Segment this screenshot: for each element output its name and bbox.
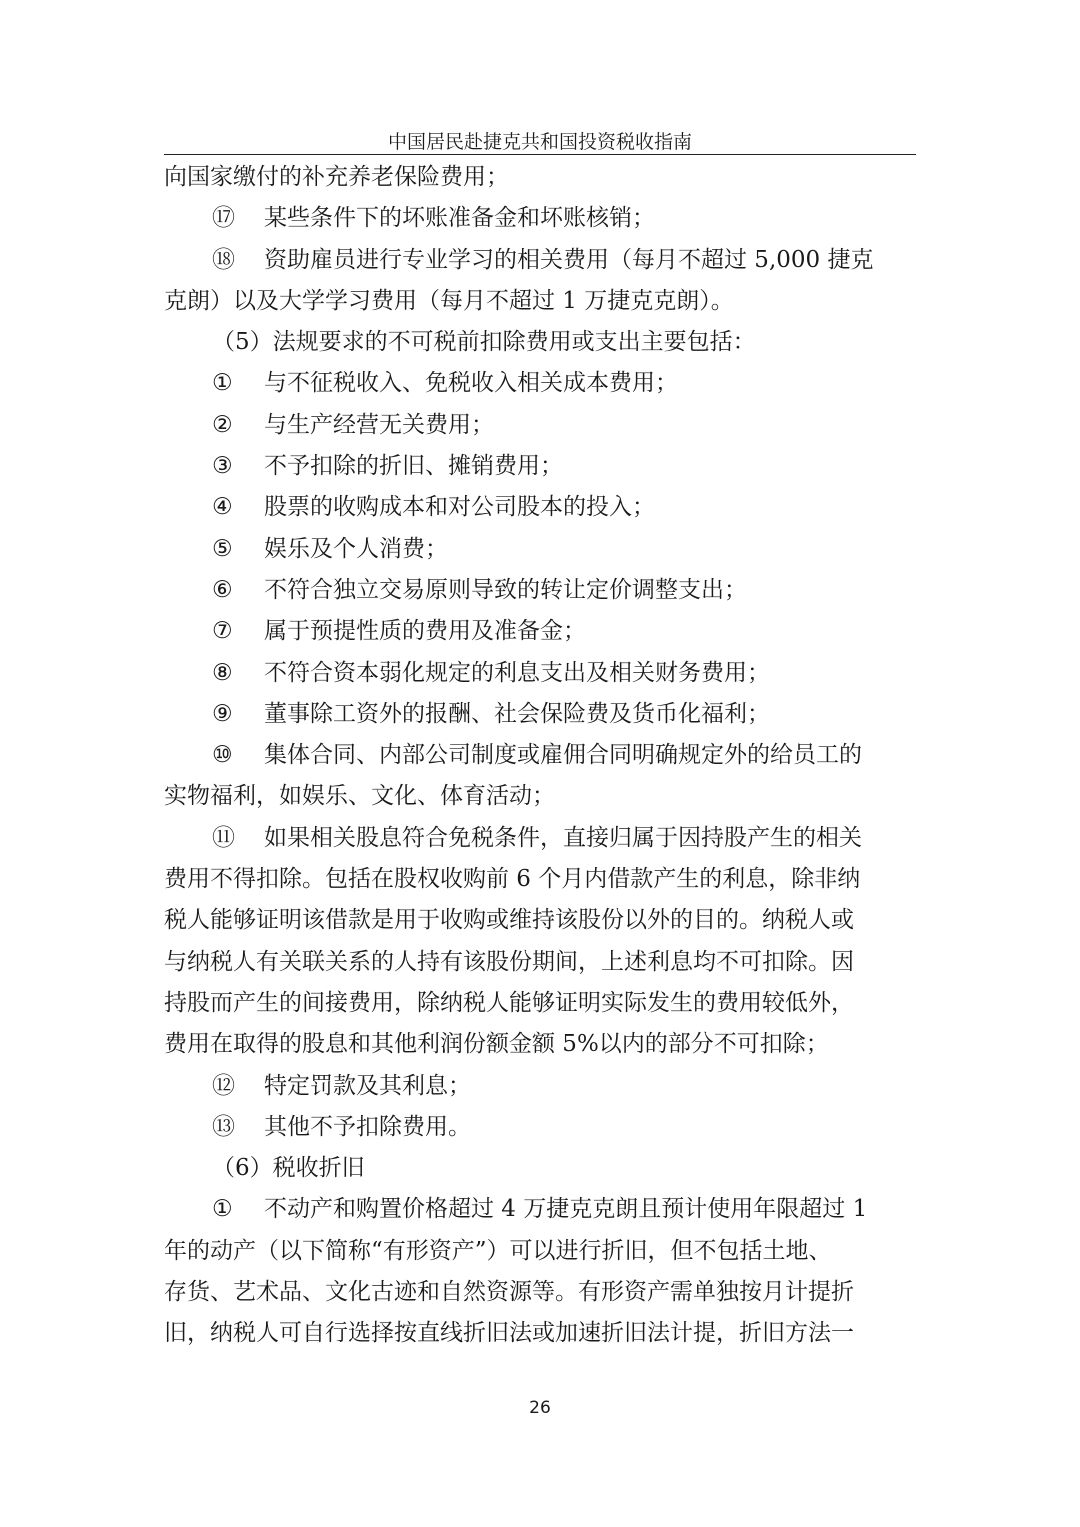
item-text: 不符合资本弱化规定的利息支出及相关财务费用； [264, 659, 770, 686]
list-item-2 [164, 405, 916, 446]
list-item-11 [164, 818, 916, 859]
list-item-13 [164, 1107, 916, 1148]
item-marker: ⑱ [212, 246, 235, 273]
item-marker: ② [212, 411, 233, 438]
list-item-1 [164, 363, 916, 404]
text-line: 存货、艺术品、文化古迹和自然资源等。有形资产需单独按月计提折 [164, 1279, 854, 1306]
document-body [164, 157, 916, 1355]
item-text: 与生产经营无关费用； [264, 411, 494, 438]
list-item-7 [164, 611, 916, 652]
item-text: 某些条件下的坏账准备金和坏账核销； [264, 205, 655, 232]
item-text: 不予扣除的折旧、摊销费用； [264, 453, 563, 480]
section-heading-5: （5）法规要求的不可税前扣除费用或支出主要包括： [212, 329, 756, 356]
item-text: 集体合同、内部公司制度或雇佣合同明确规定外的给员工的 [264, 742, 862, 769]
item-text: 与不征税收入、免税收入相关成本费用； [264, 370, 678, 397]
list-item-1-depreciation [164, 1189, 916, 1230]
header-divider [164, 154, 916, 155]
item-text: 其他不予扣除费用。 [264, 1113, 471, 1140]
item-text: 不符合独立交易原则导致的转让定价调整支出； [264, 576, 747, 603]
item-marker: ⑪ [212, 824, 235, 851]
item-marker: ⑥ [212, 576, 233, 603]
running-header: 中国居民赴捷克共和国投资税收指南 [387, 131, 692, 153]
item-text: 股票的收购成本和对公司股本的投入； [264, 494, 655, 521]
list-item-4 [164, 487, 916, 528]
text-line: 克朗）以及大学学习费用（每月不超过 1 万捷克克朗）。 [164, 287, 734, 314]
item-marker: ① [212, 1196, 233, 1223]
item-text: 资助雇员进行专业学习的相关费用（每月不超过 5,000 捷克 [264, 246, 874, 273]
section-heading-6: （6）税收折旧 [212, 1155, 365, 1182]
item-text: 如果相关股息符合免税条件，直接归属于因持股产生的相关 [264, 824, 862, 851]
text-line: 实物福利，如娱乐、文化、体育活动； [164, 783, 555, 810]
item-marker: ⑤ [212, 535, 233, 562]
item-marker: ③ [212, 453, 233, 480]
item-text: 属于预提性质的费用及准备金； [264, 618, 586, 645]
item-marker: ⑬ [212, 1113, 235, 1140]
list-item-18 [164, 240, 916, 281]
item-marker: ① [212, 370, 233, 397]
page-number: 26 [529, 1398, 551, 1418]
text-line: 年的动产（以下简称“有形资产”）可以进行折旧，但不包括土地、 [164, 1237, 832, 1264]
item-marker: ⑦ [212, 618, 233, 645]
text-line: 向国家缴付的补充养老保险费用； [164, 164, 509, 190]
item-marker: ⑫ [212, 1072, 235, 1099]
text-line: 税人能够证明该借款是用于收购或维持该股份以外的目的。纳税人或 [164, 907, 854, 934]
text-line: 持股而产生的间接费用，除纳税人能够证明实际发生的费用较低外， [164, 989, 854, 1016]
text-line: 旧，纳税人可自行选择按直线折旧法或加速折旧法计提，折旧方法一 [164, 1320, 854, 1347]
list-item-6 [164, 570, 916, 611]
item-text: 不动产和购置价格超过 4 万捷克克朗且预计使用年限超过 1 [264, 1196, 868, 1223]
text-line: 与纳税人有关联关系的人持有该股份期间，上述利息均不可扣除。因 [164, 948, 854, 975]
list-item-9 [164, 694, 916, 735]
item-marker: ⑰ [212, 205, 235, 232]
item-marker: ⑧ [212, 659, 233, 686]
text-line: 费用在取得的股息和其他利润份额金额 5%以内的部分不可扣除； [164, 1031, 829, 1058]
list-item-12 [164, 1066, 916, 1107]
list-item-5 [164, 529, 916, 570]
list-item-17 [164, 198, 916, 239]
list-item-3 [164, 446, 916, 487]
item-text: 娱乐及个人消费； [264, 535, 448, 562]
list-item-8 [164, 653, 916, 694]
item-marker: ⑨ [212, 700, 233, 727]
list-item-10 [164, 735, 916, 776]
text-line: 费用不得扣除。包括在股权收购前 6 个月内借款产生的利息，除非纳 [164, 866, 861, 893]
item-marker: ⑩ [212, 742, 233, 769]
item-text: 特定罚款及其利息； [264, 1072, 471, 1099]
item-marker: ④ [212, 494, 233, 521]
item-text: 董事除工资外的报酬、社会保险费及货币化福利； [264, 700, 770, 727]
